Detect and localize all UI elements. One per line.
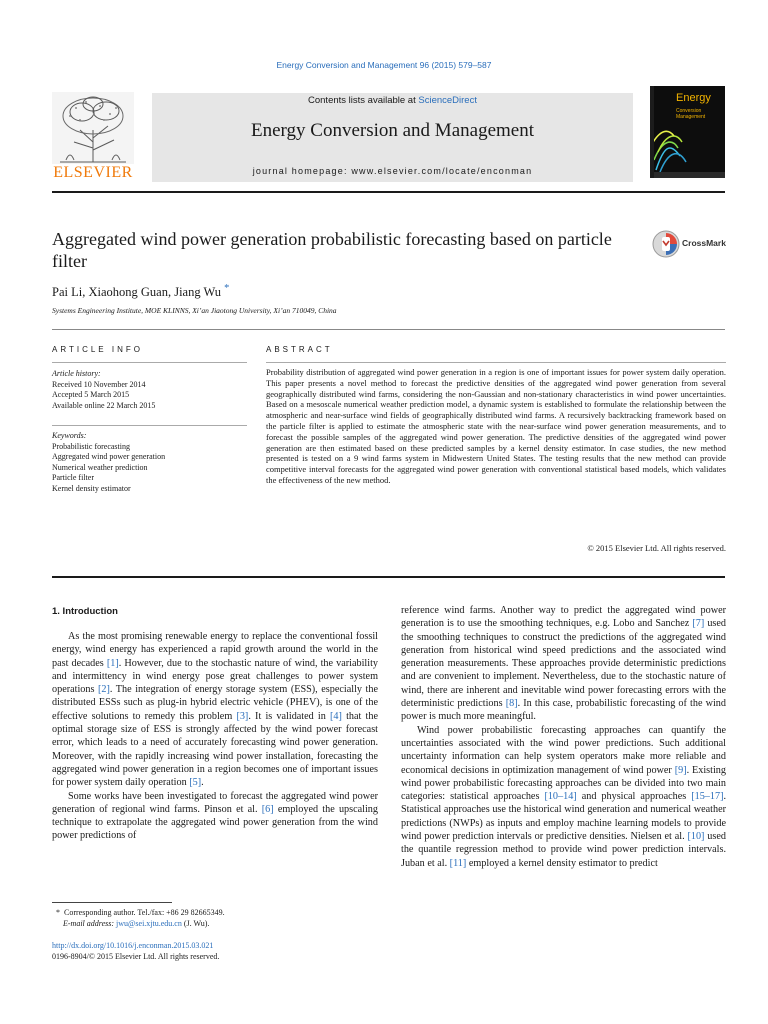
email-suffix: (J. Wu). (181, 919, 210, 928)
sciencedirect-link[interactable]: ScienceDirect (418, 95, 477, 106)
keyword: Numerical weather prediction (52, 462, 148, 472)
history-received: Received 10 November 2014 (52, 379, 146, 389)
abstract-heading: ABSTRACT (266, 345, 333, 354)
corresponding-author-footnote (52, 907, 382, 929)
cover-subtitle-1: Conversion (676, 108, 702, 114)
history-accepted: Accepted 5 March 2015 (52, 390, 130, 400)
affiliation: Systems Engineering Institute, MOE KLINNS, Xi’an Jiaotong University, Xi’an 710049, China (52, 306, 337, 315)
citation-link[interactable]: [8] (505, 698, 518, 710)
homepage-link[interactable]: www.elsevier.com/locate/enconman (351, 166, 533, 176)
cover-title: Energy (676, 92, 711, 104)
citation-link[interactable]: [7] (692, 618, 705, 630)
abstract-body: Probability distribution of aggregated wind power generation in a region is one of important issues for power system daily operation. This paper presents a novel method to forecast the predictive densities of the aggregated wind power generation from several geographically distributed wind farms, considering the non-Gaussian and non-stationary characteristics in wind power uncertainties. Based on a mesoscale numerical weather prediction model, a dynamic system is established to formulate the relationship between the atmospheric and near-surface wind fields of geographically distributed wind farms. A recursively backtracking framework based on the particle filter is applied to estimate the atmospheric state with the near-surface wind power generation measurements, and to forecast the possible samples of the aggregated wind power generation. The predictive densities of the aggregated wind power generation are then estimated based on these predicted samples by a kernel density estimator. In case studies, the new method presented is tested on a 9 wind farms system in Midwestern United States. The testing results that the new method can provide competitive interval forecasts for the aggregated wind power generation with conventional statistical based models, which validates the effectiveness of the new method. (266, 367, 726, 485)
footnote-divider (52, 902, 172, 903)
paragraph: As the most promising renewable energy to replace the conventional fossil energy, wind energy has experienced a rapid growth around the world in the past decades [1]. However, due to the stochastic nature of wind, the variability and intermittency in wind energy pose great challenges to power system operations [2]. The integration of energy storage system (ESS), especially the distributed ESSs such as plug-in hybrid electric vehicle (PHEV), is one of the effective solutions to remedy this problem [3]. It is validated in [4] that the optimal storage size of ESS is strongly affected by the wind power forecast error, which leads to a need of accurately forecasting wind power generation. Moreover, with the rapidly increasing wind power installation, forecasting the aggregated wind power generation in a region becomes one of important issues for power system daily operation [5]. (52, 631, 379, 789)
info-divider (52, 329, 725, 330)
doi-block (52, 940, 219, 962)
citation-link[interactable]: [4] (330, 710, 342, 722)
contents-line (152, 95, 633, 106)
journal-citation[interactable] (0, 60, 768, 70)
body-column-right (401, 604, 726, 870)
citation-link[interactable]: [2] (98, 684, 110, 696)
citation-link[interactable]: [15–17] (691, 791, 724, 803)
crossmark-icon (652, 229, 680, 259)
paragraph: Wind power probabilistic forecasting approaches can quantify the uncertainties associated with the wind power predictions. Such additional uncertainty information can help system operators make more reliable and economical decisions in optimization management of wind power [9]. Existing wind power probabilistic forecasting approaches can be divided into two main categories: statistical approaches [10–14] and physical approaches [15–17]. Statistical approaches use the historical wind generation and numerical weather predictions (NWPs) as inputs and employ machine learning models to provide wind power prediction intervals or predictive densities. Nielsen et al. [10] used the quantile regression method to provide wind power prediction intervals. Juban et al. [11] employed a kernel density estimator to predict (401, 724, 727, 869)
history-label: Article history: (52, 369, 101, 378)
article-title: Aggregated wind power generation probabilistic forecasting based on particle filter (52, 229, 612, 271)
author-email-link[interactable]: jwu@sei.xjtu.edu.cn (116, 919, 182, 928)
author-list (52, 283, 229, 300)
article-history (52, 369, 247, 411)
body-column-left (52, 630, 378, 843)
homepage-prefix: journal homepage: (252, 166, 352, 176)
citation-link[interactable]: [6] (261, 803, 274, 815)
cover-subtitle-2: Management (676, 114, 706, 120)
authors-names: Pai Li, Xiaohong Guan, Jiang Wu (52, 285, 222, 300)
keywords-label: Keywords: (52, 431, 87, 440)
citation-link[interactable]: [9] (674, 764, 687, 776)
keyword: Particle filter (52, 473, 94, 483)
journal-name: Energy Conversion and Management (251, 120, 534, 141)
keyword: Kernel density estimator (52, 483, 131, 493)
elsevier-wordmark[interactable]: ELSEVIER (53, 164, 133, 181)
crossmark-label[interactable]: CrossMark (682, 238, 726, 248)
citation-link[interactable]: [10–14] (544, 791, 577, 803)
citation-link[interactable]: [3] (236, 710, 249, 722)
citation-link[interactable]: [1] (106, 657, 119, 669)
issn-line: 0196-8904/© 2015 Elsevier Ltd. All rights reserved. (52, 952, 220, 961)
keyword: Aggregated wind power generation (52, 452, 166, 462)
citation-link[interactable]: [10] (687, 831, 705, 843)
header-divider (52, 191, 725, 193)
keyword: Probabilistic forecasting (52, 441, 130, 451)
contents-prefix: Contents lists available at (308, 95, 419, 106)
abstract-copyright: © 2015 Elsevier Ltd. All rights reserved. (587, 543, 726, 553)
citation-link[interactable]: [11] (449, 857, 467, 869)
email-label: E-mail address: (63, 919, 117, 928)
doi-link[interactable]: http://dx.doi.org/10.1016/j.enconman.2015.03.021 (52, 941, 214, 950)
abstract-rule (266, 362, 726, 363)
body-divider (52, 576, 725, 578)
article-info-rule (52, 362, 247, 363)
history-keywords-rule (52, 425, 247, 426)
footnote-text: Corresponding author. Tel./fax: +86 29 82665349. (64, 908, 225, 917)
footnote-mark: * (56, 908, 60, 917)
paragraph: Some works have been investigated to forecast the aggregated wind power generation of regional wind farms. Pinson et al. [6] employed the upscaling technique to extrapolate the aggregated wind power generation from the wind power predictions of (52, 790, 378, 842)
citation-link[interactable]: [5] (189, 777, 202, 789)
journal-citation-link[interactable]: Energy Conversion and Management 96 (2015) 579–587 (276, 60, 492, 70)
paragraph: reference wind farms. Another way to predict the aggregated wind power generation is to use the smoothing techniques, e.g. Lobo and Sanchez [7] used the smoothing techniques to construct the predictions of the aggregated wind generation from historical wind speed predictions and the associated wind generation measurements. These approaches provide deterministic predictions and are convenient to implement. Nevertheless, due to the stochastic nature of wind, there are inherent and inevitable wind power forecasting errors with the deterministic predictions [8]. In this case, probabilistic forecasting of the wind power is much more meaningful. (401, 605, 726, 723)
journal-cover-image[interactable] (650, 86, 725, 178)
corresponding-author-mark[interactable]: * (224, 283, 230, 294)
section-heading-introduction: 1. Introduction (52, 606, 118, 617)
keywords (52, 431, 247, 495)
journal-homepage (152, 166, 633, 176)
history-online: Available online 22 March 2015 (52, 400, 156, 410)
article-info-heading: ARTICLE INFO (52, 345, 143, 354)
